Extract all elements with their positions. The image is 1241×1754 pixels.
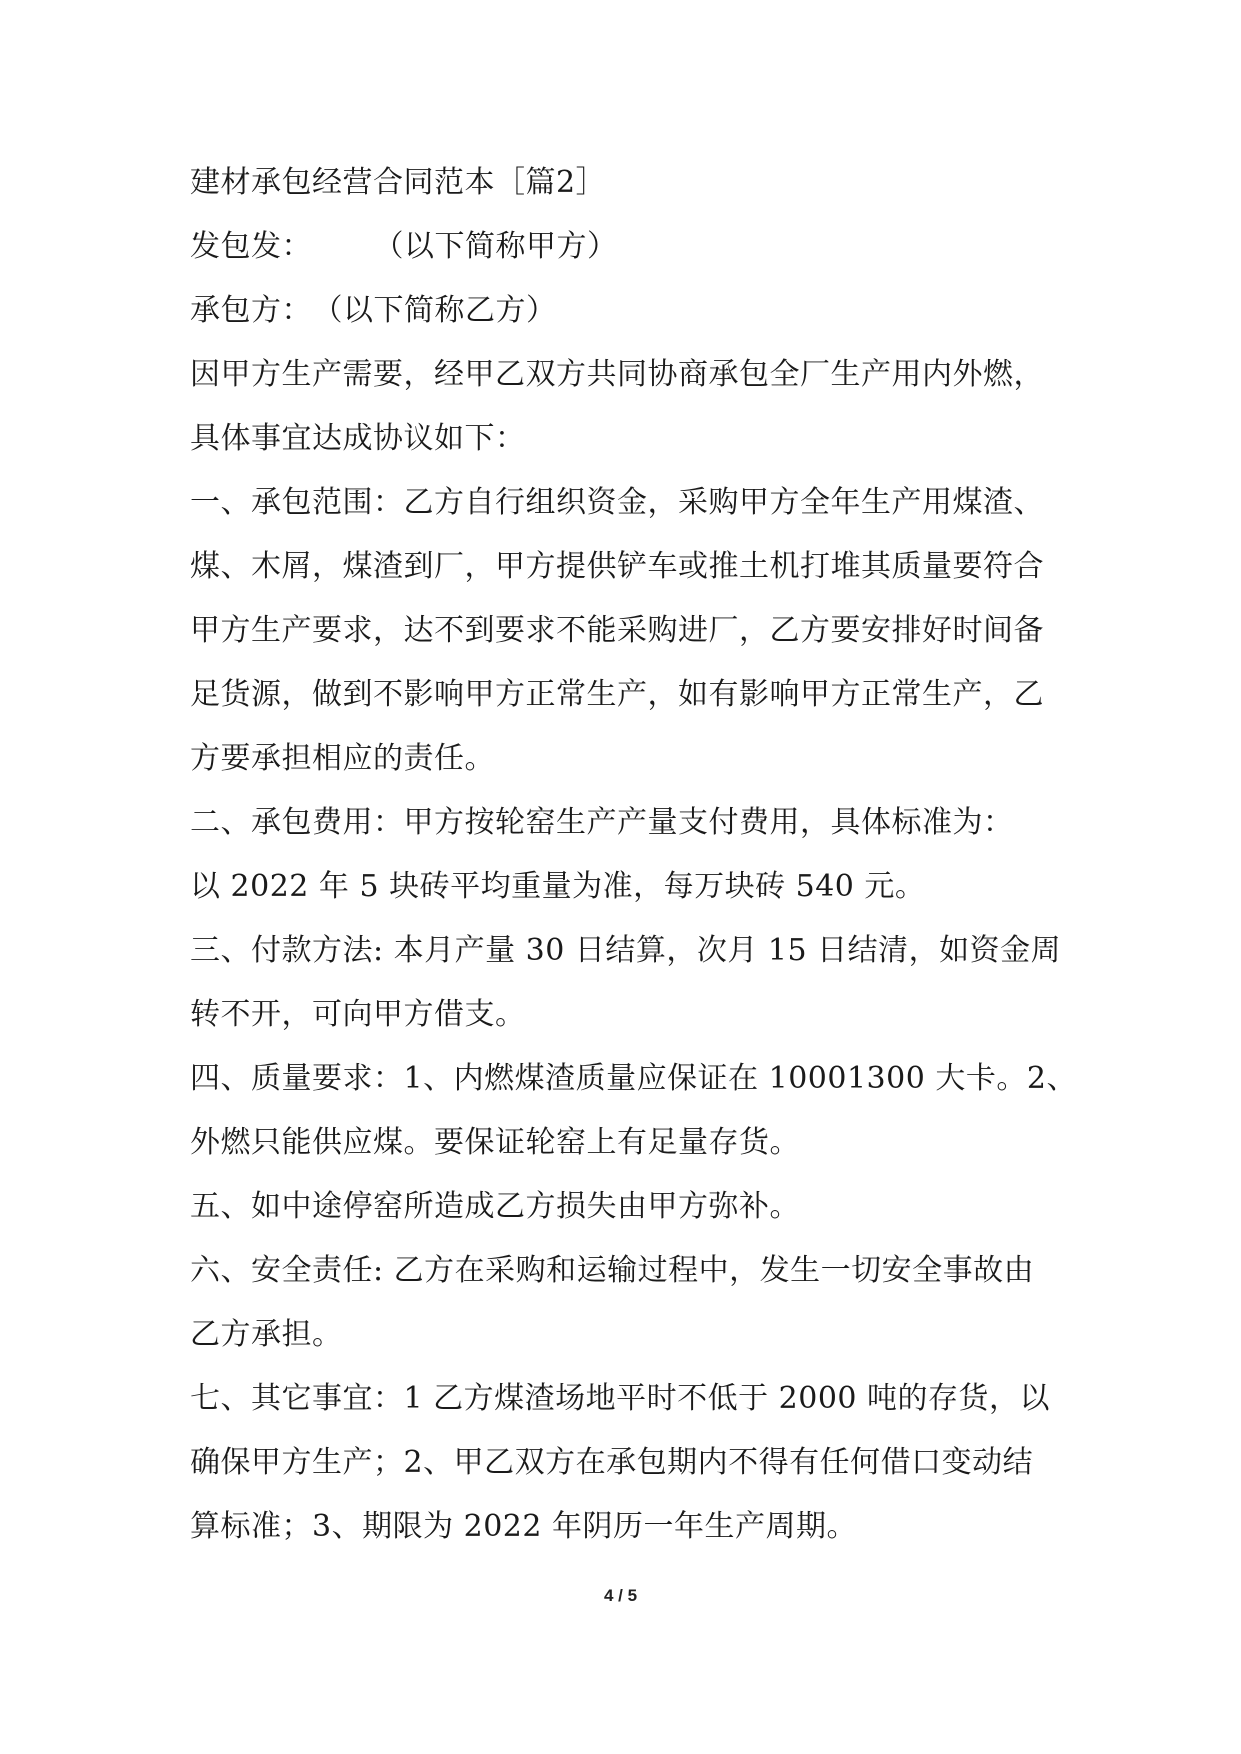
contract-line: 七、其它事宜：1 乙方煤渣场地平时不低于 2000 吨的存货，以 xyxy=(190,1381,1051,1416)
document-title: 建材承包经营合同范本［篇2］ xyxy=(190,165,607,200)
contract-line: 甲方生产要求，达不到要求不能采购进厂，乙方要安排好时间备 xyxy=(190,613,1044,648)
contract-line: 算标准；3、期限为 2022 年阴历一年生产周期。 xyxy=(190,1509,858,1544)
contract-line: 二、承包费用：甲方按轮窑生产产量支付费用，具体标准为： xyxy=(190,805,1014,840)
contract-line: 转不开，可向甲方借支。 xyxy=(190,997,526,1032)
contract-line: 发包发： （以下简称甲方） xyxy=(190,229,618,264)
contract-line: 乙方承担。 xyxy=(190,1317,343,1352)
contract-line: 六、安全责任: 乙方在采购和运输过程中，发生一切安全事故由 xyxy=(190,1253,1035,1288)
contract-line: 四、质量要求：1、内燃煤渣质量应保证在 10001300 大卡。2、 xyxy=(190,1061,1077,1096)
contract-line: 具体事宜达成协议如下： xyxy=(190,421,526,456)
contract-line: 方要承担相应的责任。 xyxy=(190,741,495,776)
contract-line: 一、承包范围：乙方自行组织资金，采购甲方全年生产用煤渣、 xyxy=(190,485,1044,520)
page-number: 4 / 5 xyxy=(603,1586,638,1605)
contract-line: 足货源，做到不影响甲方正常生产，如有影响甲方正常生产，乙 xyxy=(190,677,1044,712)
contract-line: 以 2022 年 5 块砖平均重量为准，每万块砖 540 元。 xyxy=(190,869,926,904)
contract-line: 承包方： （以下简称乙方） xyxy=(190,293,557,328)
contract-line: 五、如中途停窑所造成乙方损失由甲方弥补。 xyxy=(190,1189,800,1224)
contract-line: 因甲方生产需要，经甲乙双方共同协商承包全厂生产用内外燃， xyxy=(190,357,1044,392)
contract-line: 外燃只能供应煤。要保证轮窑上有足量存货。 xyxy=(190,1125,800,1160)
contract-line: 煤、木屑，煤渣到厂，甲方提供铲车或推土机打堆其质量要符合 xyxy=(190,549,1044,584)
contract-line: 三、付款方法: 本月产量 30 日结算，次月 15 日结清，如资金周 xyxy=(190,933,1062,968)
contract-line: 确保甲方生产；2、甲乙双方在承包期内不得有任何借口变动结 xyxy=(190,1445,1034,1480)
